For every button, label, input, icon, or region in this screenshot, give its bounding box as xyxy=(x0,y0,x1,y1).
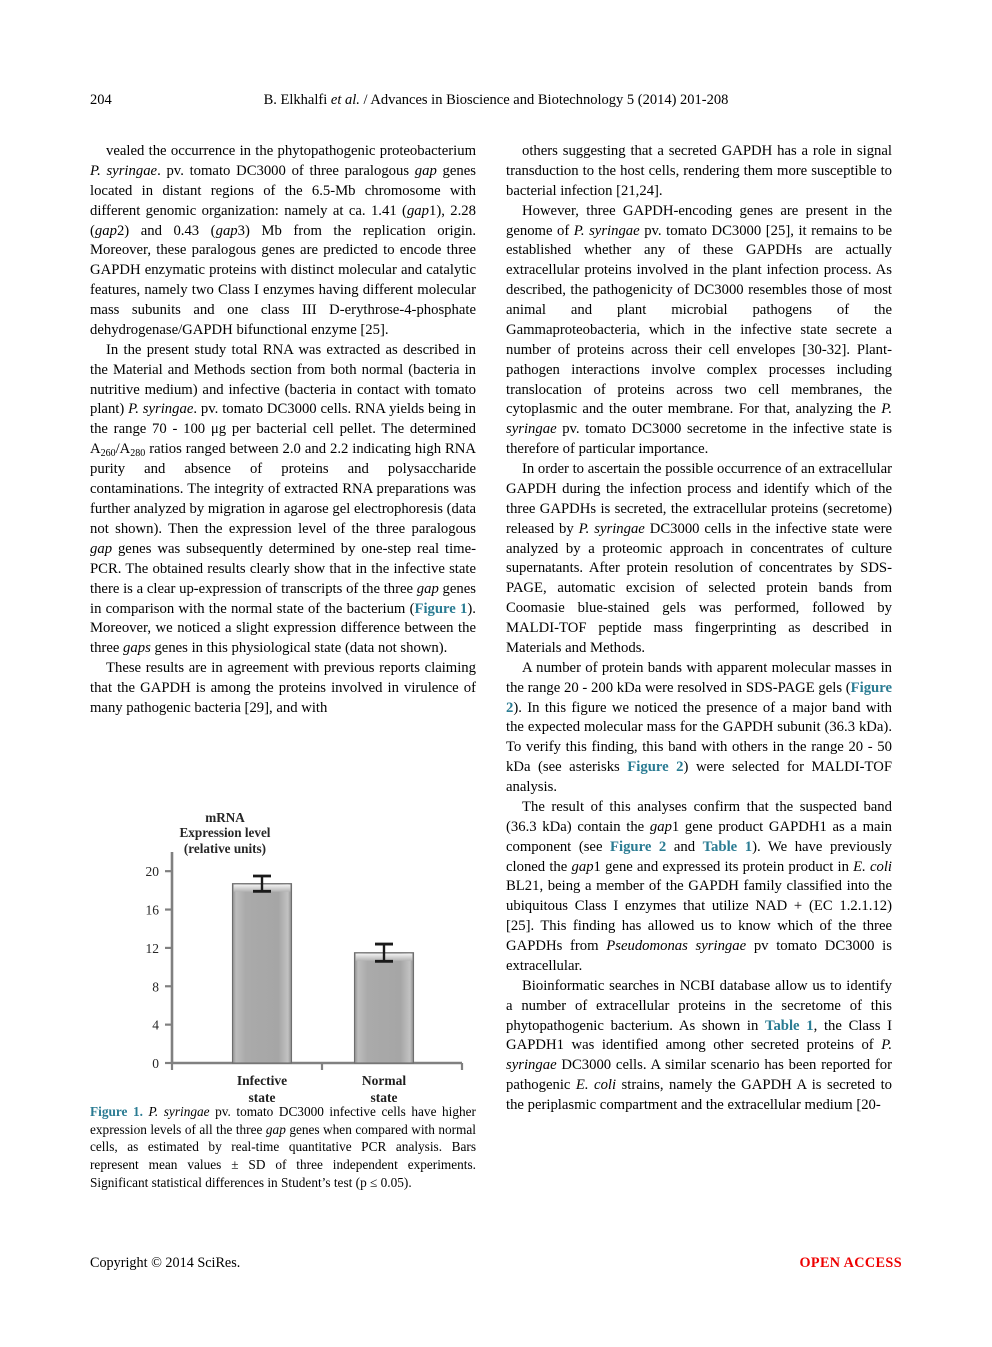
copyright-notice: Copyright © 2014 SciRes. xyxy=(90,1255,241,1271)
chart-title-line: mRNA xyxy=(205,810,245,825)
running-title-suffix: / Advances in Bioscience and Biotechnology 5 (2014) 201-208 xyxy=(359,92,729,108)
bar-group xyxy=(355,944,414,1063)
y-tick-label: 4 xyxy=(152,1017,159,1033)
page-number: 204 xyxy=(90,92,112,108)
figure-1 xyxy=(90,806,476,1106)
chart-canvas xyxy=(90,806,476,1106)
running-title-italic: et al. xyxy=(330,92,360,108)
paragraph: However, three GAPDH-encoding genes are present in the genome of P. syringae pv. tomato DC3000 [25], it remains to be established whether any of these GAPDHs are actually extracellular proteins involved in the plant infection process. As described, the pathogenicity of DC3000 resembles those of most animal and plant microbial pathogens of the Gammaproteobacteria, which in the infective state secrete a number of proteins across their cell envelopes [30-32]. Plant-pathogen interactions involve complex processes including translocation of proteins across two cell membranes, the cytoplasmic and the outer membrane. For that, analyzing the P. syringae pv. tomato DC3000 secretome in the infective state is therefore of particular importance. xyxy=(506,202,892,458)
paragraph: vealed the occurrence in the phytopathogenic proteobacterium P. syringae. pv. tomato DC3000 of three paralogous gap genes located in distant regions of the 6.5-Mb chromosome with different genomic organization: namely at ca. 1.41 (gap1), 2.28 (gap2) and 0.43 (gap3) Mb from the replication origin. Moreover, these paralogous genes are predicted to encode three GAPDH enzymatic proteins with distinct molecular and catalytic features, namely two Class I enzymes having different molecular mass subunits and one class III D-erythrose-4-phosphate dehydrogenase/GAPDH bifunctional enzyme [25]. xyxy=(90,143,476,338)
paragraph: A number of protein bands with apparent molecular masses in the range 20 - 200 kDa were resolved in SDS-PAGE gels (Figure 2). In this figure we noticed the presence of a major band with the expected molecular mass for the GAPDH subunit (36.3 kDa). To verify this finding, this band with others in the range 20 - 50 kDa (see asterisks Figure 2) were selected for MALDI-TOF analysis. xyxy=(506,659,892,795)
running-title xyxy=(90,92,902,109)
x-category-label: state xyxy=(370,1090,398,1105)
paragraph: The result of this analyses confirm that the suspected band (36.3 kDa) contain the gap1 gene product GAPDH1 as a main component (see Figure 2 and Table 1). We have previously cloned the gap1 gene and expressed its protein product in E. coli BL21, being a member of the GAPDH family classified into the ubiquitous Class I enzymes that utilize NAD + (EC 1.2.1.12) [25]. This finding has allowed us to know which of the three GAPDHs from Pseudomonas syringae pv tomato DC3000 is extracellular. xyxy=(506,798,892,974)
y-tick-label: 20 xyxy=(145,864,159,880)
right-text-column xyxy=(506,142,892,1116)
figure-caption-text: P. syringae pv. tomato DC3000 infective cells have higher expression levels of all the three gap genes when compared with normal cells, as estimated by real-time quantitative PCR analysis. Bars represent mean values ± SD of three independent experiments. Significant statistical differences in Student’s test (p ≤ 0.05). xyxy=(90,1104,476,1190)
x-category-label: Infective xyxy=(236,1073,288,1088)
paragraph: others suggesting that a secreted GAPDH has a role in signal transduction to the host cells, rendering them more susceptible to bacterial infection [21,24]. xyxy=(506,143,892,199)
y-tick-label: 16 xyxy=(145,902,159,918)
open-access-badge: OPEN ACCESS xyxy=(799,1255,902,1271)
bar-chart xyxy=(90,806,476,1106)
figure-caption xyxy=(90,1103,476,1191)
running-head xyxy=(90,92,902,114)
figure-caption-label: Figure 1. xyxy=(90,1104,143,1119)
x-category-label: state xyxy=(248,1090,276,1105)
paragraph: Bioinformatic searches in NCBI database allow us to identify a number of extracellular proteins in the secretome of this phytopathogenic bacterium. As shown in Table 1, the Class I GAPDH1 was identified among other secreted proteins of P. syringae DC3000 cells. A similar scenario has been reported for pathogenic E. coli strains, namely the GAPDH A is secreted to the periplasmic compartment and the extracellular medium [20- xyxy=(506,977,893,1113)
bar xyxy=(233,884,292,1063)
chart-title-line: Expression level xyxy=(179,825,271,841)
y-tick-label: 8 xyxy=(152,979,159,995)
running-title-prefix: B. Elkhalfi xyxy=(263,92,331,108)
bar xyxy=(355,953,414,1063)
x-category-label: Normal xyxy=(361,1073,407,1088)
y-tick-label: 0 xyxy=(152,1056,159,1071)
paragraph: In the present study total RNA was extracted as described in the Material and Methods section from both normal (bacteria in nutritive medium) and infective (bacteria in contact with tomato plant) P. syringae. pv. tomato DC3000 cells. RNA yields being in the range 70 - 100 μg per bacterial cell pellet. The determined $A_{260}/A_{280}$ ratios ranged between 2.0 and 2.2 indicating high RNA purity and absence of proteins and polysaccharide contaminations. The integrity of extracted RNA preparations was further analyzed by migration in agarose gel electrophoresis (data not shown). Then the expression level of the three paralogous gap genes was subsequently determined by one-step real time-PCR. The obtained results clearly show that in the infective state there is a clear up-expression of transcripts of the three gap genes in comparison with the normal state of the bacterium (Figure 1). Moreover, we noticed a slight expression difference between the three gaps genes in this physiological state (data not shown). xyxy=(90,341,476,657)
paragraph: These results are in agreement with previous reports claiming that the GAPDH is among the proteins involved in virulence of many pathogenic bacteria [29], and with xyxy=(90,660,476,716)
left-text-column xyxy=(90,142,476,719)
y-tick-label: 12 xyxy=(145,940,159,956)
paragraph: In order to ascertain the possible occurrence of an extracellular GAPDH during the infection process and identify which of the three GAPDHs is secreted, the extracellular proteins (secretome) released by P. syringae DC3000 cells in the infective state were analyzed by a proteomic approach in concentrates of culture supernatants. After protein resolution of concentrates by SDS-PAGE, automatic excision of selected protein bands from Coomasie blue-stained gels was performed, followed by MALDI-TOF peptide mass fingerprinting as described in Materials and Methods. xyxy=(506,461,892,656)
bar-group xyxy=(233,876,292,1063)
page-footer xyxy=(90,1255,902,1277)
chart-title-line: (relative units) xyxy=(183,840,267,856)
